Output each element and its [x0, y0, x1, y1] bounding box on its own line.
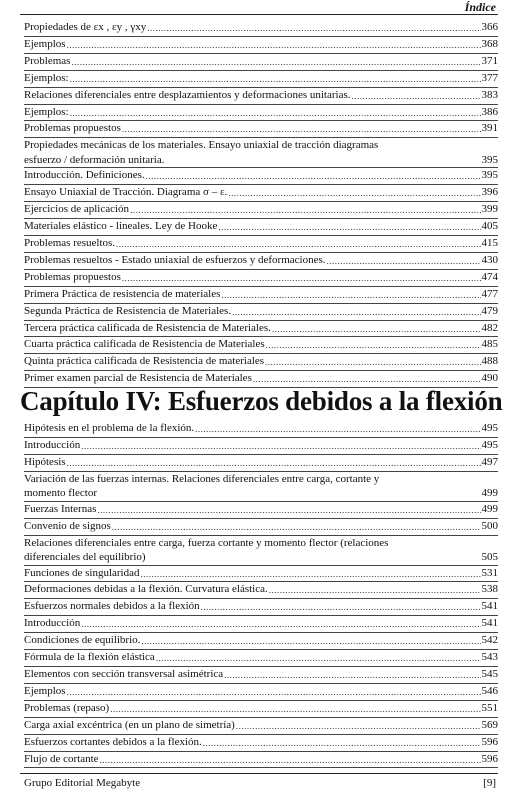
chapter-heading: Capítulo IV: Esfuerzos debidos a la flexión: [20, 386, 503, 416]
toc-entry-title-line2: momento flector: [24, 487, 98, 500]
dot-leader: [112, 523, 481, 535]
toc-entry-page: 538: [481, 583, 498, 596]
dot-leader: [67, 688, 481, 700]
toc-entry: [24, 684, 498, 701]
toc-entry: [24, 752, 498, 769]
dot-leader: [203, 739, 481, 751]
toc-entry-title: Elementos con sección transversal asimétrica: [24, 667, 224, 680]
dot-leader: [218, 223, 480, 235]
toc-entry-title: Problemas resueltos - Estado uniaxial de esfuerzos y deformaciones.: [24, 253, 326, 266]
toc-entry-title: Quinta práctica calificada de Resistencia de materiales: [24, 355, 265, 368]
toc-entry-page: 366: [481, 21, 498, 33]
toc-entry: [24, 337, 498, 354]
dot-leader: [327, 257, 481, 269]
toc-entry-title: Introducción: [24, 617, 81, 630]
dot-leader: [165, 155, 482, 167]
toc-entry-title: Condiciones de equilibrio.: [24, 634, 141, 647]
toc-entry: [24, 633, 498, 650]
toc-entry: [24, 438, 498, 455]
toc-entry-page: 386: [481, 105, 498, 118]
toc-entry-title-line1: Relaciones diferenciales entre carga, fuerza cortante y momento flector (relaciones: [24, 536, 389, 549]
dot-leader: [146, 172, 481, 184]
toc-entry-title: Fórmula de la flexión elástica: [24, 651, 155, 664]
toc-entry-title-line1: Propiedades mecánicas de los materiales. Ensayo uniaxial de tracción diagramas: [24, 139, 379, 152]
toc-entry-page: 541: [481, 617, 498, 630]
dot-leader: [97, 489, 481, 501]
toc-entry-page: 482: [481, 321, 498, 334]
toc-entry-title: Convenio de signos: [24, 519, 111, 532]
toc-entry: [24, 185, 498, 202]
toc-entry-page: 490: [481, 372, 498, 385]
toc-entry-page: 395: [481, 169, 498, 182]
toc-entry-page: 371: [481, 54, 498, 67]
page-header: [0, 0, 510, 14]
header-rule: [20, 14, 498, 15]
dot-leader: [141, 637, 480, 649]
toc-entry-title: Problemas: [24, 54, 71, 67]
dot-leader: [146, 553, 482, 565]
toc-entry-title-line2: diferenciales del equilibrio): [24, 551, 146, 564]
toc-entry-page: 531: [481, 566, 498, 579]
toc-entry-title-line2: esfuerzo / deformación unitaria.: [24, 153, 165, 166]
dot-leader: [156, 654, 481, 666]
toc-entry-title: Problemas resueltos.: [24, 236, 116, 249]
toc-entry-page: 499: [481, 487, 498, 500]
dot-leader: [221, 291, 480, 303]
toc-entry-page: 545: [481, 667, 498, 680]
toc-entry: [24, 599, 498, 616]
toc-entry-title: Ejemplos: [24, 37, 66, 50]
dot-leader: [272, 324, 481, 336]
toc-entry-page: 377: [481, 71, 498, 84]
dot-leader: [97, 506, 480, 518]
toc-entry: [24, 202, 498, 219]
toc-entry-title: Materiales elástico - lineales. Ley de Hooke: [24, 220, 218, 233]
toc-list-chapter-iv: [24, 421, 498, 768]
toc-entry-title: Introducción: [24, 438, 81, 451]
toc-entry-title: Propiedades de εx , εy , γxy: [24, 21, 147, 33]
toc-entry: [24, 472, 498, 502]
dot-leader: [70, 75, 481, 87]
toc-entry-page: 391: [481, 122, 498, 135]
toc-entry-page: 368: [481, 37, 498, 50]
dot-leader: [195, 425, 480, 437]
toc-entry-title: Fuerzas Internas: [24, 502, 97, 515]
toc-entry-page: 485: [481, 338, 498, 351]
toc-entry-page: 396: [481, 186, 498, 199]
toc-entry-title: Problemas propuestos: [24, 270, 121, 283]
toc-entry-page: 499: [481, 502, 498, 515]
toc-entry-title: Ensayo Uniaxial de Tracción. Diagrama σ – ε.: [24, 186, 228, 199]
dot-leader: [67, 459, 481, 471]
toc-entry-title: Relaciones diferenciales entre desplazamientos y deformaciones unitarias.: [24, 88, 351, 101]
toc-list-previous-chapter: [24, 20, 498, 388]
toc-entry-page: 383: [481, 88, 498, 101]
toc-entry: [24, 566, 498, 583]
dot-leader: [122, 274, 481, 286]
toc-entry-page: 546: [481, 684, 498, 697]
toc-entry-page: 474: [481, 270, 498, 283]
toc-entry-page: 569: [481, 718, 498, 731]
dot-leader: [201, 603, 481, 615]
toc-entry-title: Flujo de cortante: [24, 752, 99, 765]
toc-entry: [24, 71, 498, 88]
toc-entry: [24, 219, 498, 236]
toc-entry: [24, 236, 498, 253]
toc-entry-title-line1: Variación de las fuerzas internas. Relaciones diferenciales entre carga, cortante y: [24, 472, 380, 485]
toc-entry: [24, 519, 498, 536]
toc-entry-title: Segunda Práctica de Resistencia de Materiales.: [24, 304, 232, 317]
dot-leader: [67, 41, 481, 53]
toc-entry-title: Ejemplos:: [24, 105, 69, 118]
toc-entry-page: 542: [481, 634, 498, 647]
dot-leader: [140, 569, 480, 581]
dot-leader: [130, 206, 480, 218]
dot-leader: [352, 92, 481, 104]
toc-entry-page: 596: [481, 752, 498, 765]
toc-entry-page: 415: [481, 236, 498, 249]
toc-entry-page: 596: [481, 735, 498, 748]
toc-entry-page: 405: [481, 220, 498, 233]
toc-entry-title: Ejercicios de aplicación: [24, 203, 130, 216]
dot-leader: [269, 586, 481, 598]
dot-leader: [265, 358, 480, 370]
dot-leader: [81, 620, 480, 632]
toc-entry-page: 395: [481, 153, 498, 166]
toc-entry: [24, 321, 498, 338]
toc-entry-title: Ejemplos: [24, 684, 66, 697]
toc-entry: [24, 105, 498, 122]
dot-leader: [236, 722, 481, 734]
toc-entry: [24, 616, 498, 633]
toc-entry: [24, 582, 498, 599]
toc-entry: [24, 354, 498, 371]
toc-entry-page: 541: [481, 600, 498, 613]
toc-entry-title: Problemas propuestos: [24, 122, 121, 135]
toc-entry: [24, 650, 498, 667]
toc-entry: [24, 455, 498, 472]
toc-entry-title: Hipótesis: [24, 455, 66, 468]
toc-entry-title: Primer examen parcial de Resistencia de Materiales: [24, 372, 252, 385]
dot-leader: [147, 24, 480, 36]
toc-entry-title: Esfuerzos cortantes debidos a la flexión.: [24, 735, 202, 748]
toc-entry-title: Hipótesis en el problema de la flexión.: [24, 422, 195, 434]
toc-entry-title: Primera Práctica de resistencia de materiales: [24, 287, 221, 300]
toc-entry: [24, 37, 498, 54]
toc-entry-title: Introducción. Definiciones.: [24, 169, 145, 182]
toc-entry-page: 488: [481, 355, 498, 368]
header-title: Índice: [464, 0, 496, 14]
toc-entry-title: Esfuerzos normales debidos a la flexión: [24, 600, 200, 613]
dot-leader: [224, 671, 480, 683]
toc-entry: [24, 168, 498, 185]
footer-publisher: Grupo Editorial Megabyte: [24, 777, 141, 789]
toc-entry: [24, 701, 498, 718]
toc-entry: [24, 667, 498, 684]
toc-entry: [24, 54, 498, 71]
dot-leader: [116, 240, 480, 252]
toc-entry-page: 479: [481, 304, 498, 317]
toc-entry-title: Funciones de singularidad: [24, 566, 140, 579]
toc-entry-title: Cuarta práctica calificada de Resistencia de Materiales: [24, 338, 265, 351]
toc-entry-title: Tercera práctica calificada de Resistencia de Materiales.: [24, 321, 271, 334]
dot-leader: [232, 308, 480, 320]
toc-entry-page: 495: [481, 422, 498, 434]
dot-leader: [266, 341, 481, 353]
toc-entry-page: 430: [481, 253, 498, 266]
toc-entry: [24, 121, 498, 138]
toc-entry: [24, 502, 498, 519]
toc-entry-title: Carga axial excéntrica (en un plano de simetría): [24, 718, 235, 731]
dot-leader: [228, 189, 480, 201]
toc-entry: [24, 536, 498, 566]
dot-leader: [110, 705, 480, 717]
toc-entry-page: 505: [481, 551, 498, 564]
toc-entry-title: Ejemplos:: [24, 71, 69, 84]
toc-entry: [24, 735, 498, 752]
footer-page-number: [9]: [483, 777, 496, 789]
toc-entry-page: 497: [481, 455, 498, 468]
toc-entry-page: 399: [481, 203, 498, 216]
toc-entry-page: 500: [481, 519, 498, 532]
toc-entry: [24, 88, 498, 105]
toc-entry: [24, 20, 498, 37]
toc-entry-page: 543: [481, 651, 498, 664]
toc-entry-page: 495: [481, 438, 498, 451]
toc-entry: [24, 253, 498, 270]
dot-leader: [70, 108, 481, 120]
toc-entry-page: 551: [481, 701, 498, 714]
dot-leader: [81, 442, 480, 454]
toc-entry-page: 477: [481, 287, 498, 300]
toc-entry: [24, 287, 498, 304]
toc-entry-title: Deformaciones debidas a la flexión. Curvatura elástica.: [24, 583, 268, 596]
footer-rule: [20, 773, 498, 774]
toc-entry: [24, 270, 498, 287]
dot-leader: [100, 755, 481, 767]
toc-entry-title: Problemas (repaso): [24, 701, 110, 714]
dot-leader: [122, 125, 481, 137]
dot-leader: [71, 58, 480, 70]
toc-entry: [24, 304, 498, 321]
toc-entry: [24, 421, 498, 438]
toc-entry: [24, 138, 498, 168]
toc-entry: [24, 718, 498, 735]
